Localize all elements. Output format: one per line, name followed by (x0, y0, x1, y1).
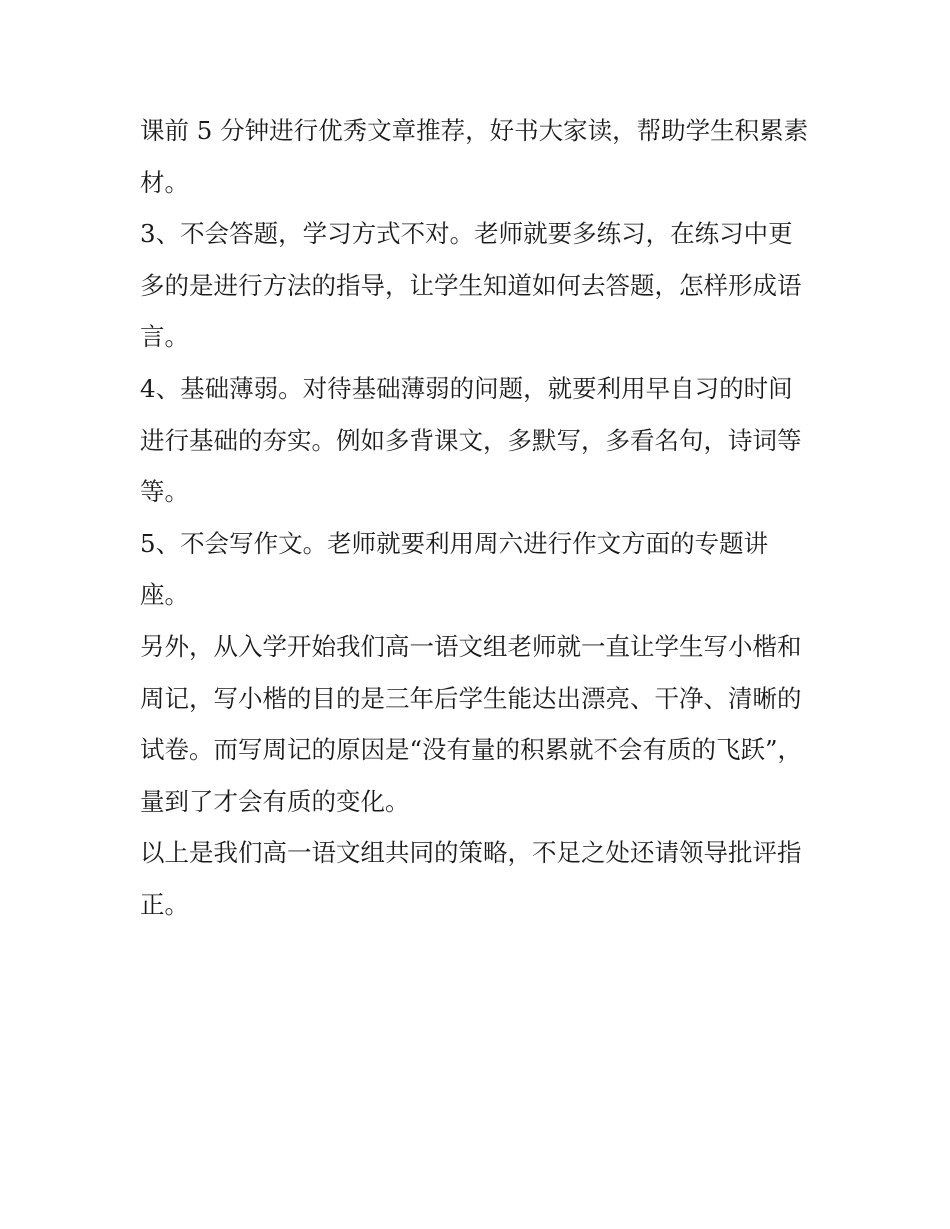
text-line: 另外，从入学开始我们高一语文组老师就一直让学生写小楷和 (140, 631, 802, 661)
text-line: 4、基础薄弱。对待基础薄弱的问题，就要利用早自习的时间 (140, 373, 793, 403)
text-line: 等。 (140, 477, 189, 507)
text-line: 言。 (140, 322, 189, 352)
text-line: 座。 (140, 580, 189, 610)
text-line: 材。 (140, 167, 189, 197)
text-line: 以上是我们高一语文组共同的策略，不足之处还请领导批评指 (140, 838, 802, 868)
text-line: 量到了才会有质的变化。 (140, 786, 410, 816)
text-line: 多的是进行方法的指导，让学生知道如何去答题，怎样形成语 (140, 270, 802, 300)
text-line: 3、不会答题，学习方式不对。老师就要多练习，在练习中更 (140, 219, 793, 249)
text-line: 试卷。而写周记的原因是“没有量的积累就不会有质的飞跃”， (140, 735, 803, 765)
text-line: 进行基础的夯实。例如多背课文，多默写，多看名句，诗词等 (140, 425, 802, 455)
text-line: 课前 5 分钟进行优秀文章推荐，好书大家读，帮助学生积累素 (140, 116, 809, 145)
text-line: 5、不会写作文。老师就要利用周六进行作文方面的专题讲 (140, 528, 769, 558)
document-body (140, 105, 820, 931)
text-line: 正。 (140, 889, 189, 919)
text-line: 周记，写小楷的目的是三年后学生能达出漂亮、干净、清晰的 (140, 683, 802, 713)
